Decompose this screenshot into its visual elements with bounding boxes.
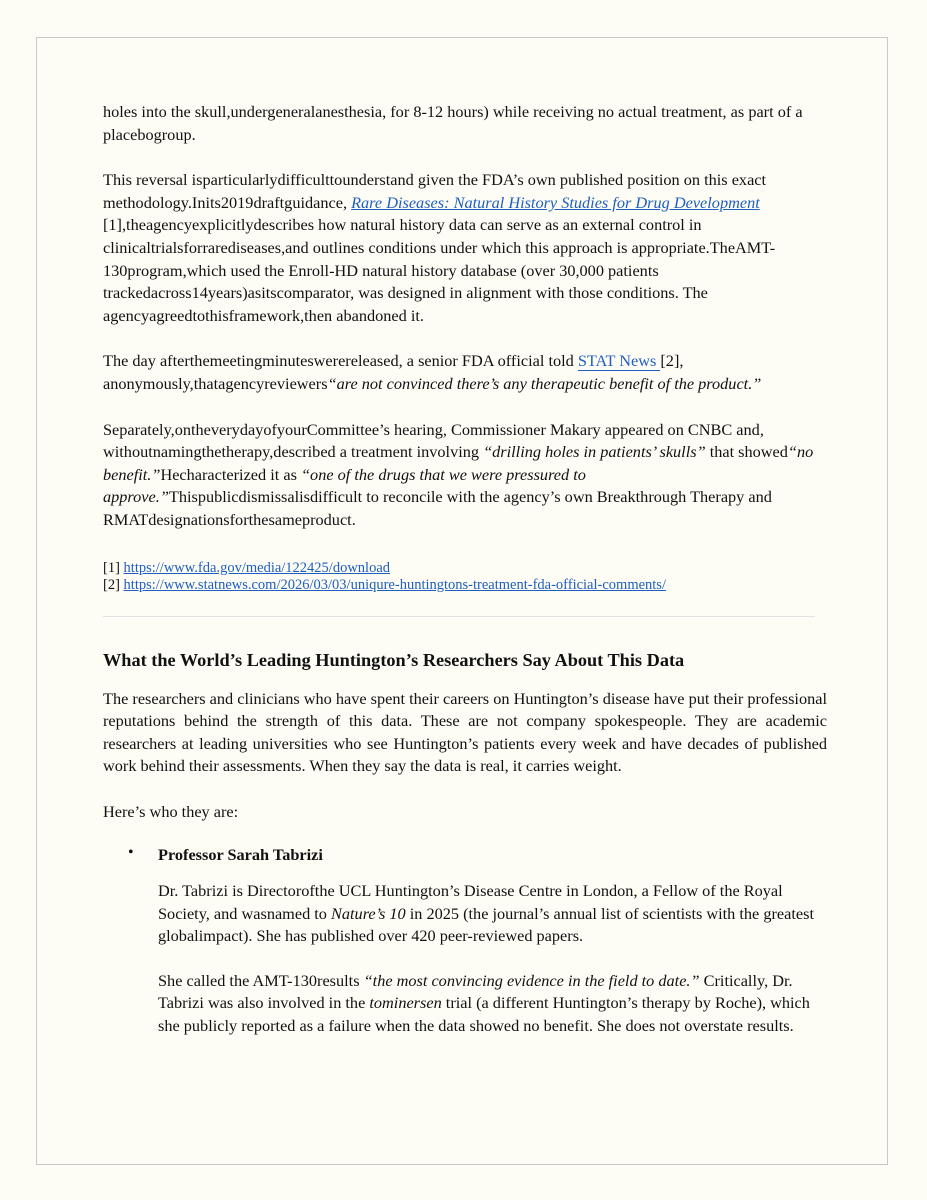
paragraph-text: holes into the skull,undergeneralanesthesia, for 8-12 hours) while receiving no actual treatment, as part of a placebogroup. <box>103 102 803 144</box>
bullet-icon: • <box>128 844 134 862</box>
footnote-ref: [2], <box>660 351 684 371</box>
section-divider <box>103 616 815 617</box>
paragraph-placebo <box>103 101 827 146</box>
section-lead: Here’s who they are: <box>103 801 239 821</box>
paragraph-text: anonymously,thatagencyreviewers <box>103 373 328 393</box>
paragraph-text: Separately,ontheverydayofyourCommittee’s hearing, Commissioner Makary appeared on CNBC and, withoutnamingthetherapy,described a treatment involving <box>103 419 764 462</box>
researcher-list <box>103 844 827 1037</box>
researcher-bio: Dr. Tabrizi is Directorofthe UCL Huntington’s Disease Centre in London, a Fellow of the Royal Society, and wasnamed to Nature’s 10 in 2025 (the journal’s annual list of scientists with the greatest globalimpact). She has published over 420 peer-reviewed papers. <box>158 881 814 946</box>
section-heading: What the World’s Leading Huntington’s Researchers Say About This Data <box>103 649 685 670</box>
researcher-quote: She called the AMT-130results “the most convincing evidence in the field to date.” Critically, Dr. Tabrizi was also involved in the tominersen trial (a different Huntington’s therapy by Roche), which she publicly reported as a failure when the data showed no benefit. She does not overstate results. <box>158 970 810 1036</box>
paragraph-text: Hecharacterized it as <box>160 464 301 484</box>
footnote-link-1[interactable]: https://www.fda.gov/media/122425/download <box>123 559 391 576</box>
quote-text: “one of the drugs that we were pressured to approve.” <box>103 464 586 507</box>
footnotes <box>103 560 827 594</box>
quote-text: “are not convinced there’s any therapeutic benefit of the product.” <box>327 373 762 393</box>
footnote-1: [1] https://www.fda.gov/media/122425/download <box>103 559 391 576</box>
paragraph-makary <box>103 419 827 532</box>
list-item <box>103 844 827 1037</box>
paragraph-text: that showed <box>705 442 788 462</box>
footnote-link-2[interactable]: https://www.statnews.com/2026/03/03/uniqure-huntingtons-treatment-fda-official-comments/ <box>123 576 666 593</box>
paragraph-text: Thispublicdismissalisdifficult to reconcile with the agency’s own Breakthrough Therapy and RMATdesignationsforthesameproduct. <box>103 487 772 529</box>
quote-text: “no benefit.” <box>103 442 814 484</box>
document-body <box>103 101 827 1038</box>
section-intro: The researchers and clinicians who have spent their careers on Huntington’s disease have put their professional reputations behind the strength of this data. These are not company spokespeople. They are academic researchers at leading universities who see Huntington’s patients every week and have decades of published work behind their assessments. When they say the data is real, it carries weight. <box>103 688 827 776</box>
paragraph-stat-news <box>103 350 827 395</box>
stat-news-link[interactable]: STAT News <box>577 351 661 371</box>
paragraph-text: This reversal isparticularlydifficulttounderstand given the FDA’s own published position on this exact methodology.Inits2019draftguidance, <box>103 170 767 212</box>
paragraph-text: [1],theagencyexplicitlydescribes how natural history data can serve as an external control in clinicaltrialsforrarediseases,and outlines conditions under which this approach is appropriate.TheAMT-130program,which used the Enroll-HD natural history database (over 30,000 patients trackedacross14years)asitscomparator, was designed in alignment with those conditions. The agencyagreedtothisframework,then abandoned it. <box>103 215 776 325</box>
guidance-link[interactable]: Rare Diseases: Natural History Studies for Drug Development <box>351 192 760 212</box>
quote-text: “drilling holes in patients’ skulls” <box>483 442 706 462</box>
footnote-2: [2] https://www.statnews.com/2026/03/03/uniqure-huntingtons-treatment-fda-official-comments/ <box>103 576 666 593</box>
paragraph-fda-guidance <box>103 169 827 327</box>
paragraph-text: The day afterthemeetingminuteswerereleased, a senior FDA official told <box>103 351 578 371</box>
researcher-name: Professor Sarah Tabrizi <box>158 845 323 865</box>
